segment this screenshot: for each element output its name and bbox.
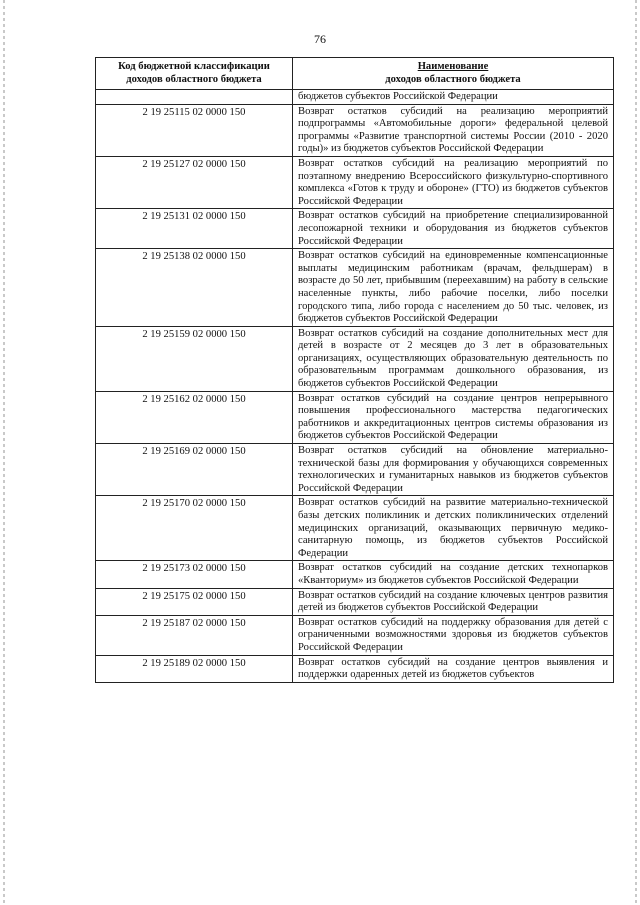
- table-row: [96, 655, 614, 682]
- row-code: [96, 90, 293, 105]
- table-row: [96, 156, 614, 208]
- page-number: 76: [314, 32, 326, 46]
- table-row: [96, 496, 614, 561]
- row-code: 2 19 25175 02 0000 150: [96, 588, 293, 615]
- row-code: 2 19 25131 02 0000 150: [96, 209, 293, 249]
- row-name: Возврат остатков субсидий на обновление материально-технической базы для формирования у обучающихся современных технологических и гуманитарных навыков из бюджетов субъектов Российской Федерации: [293, 444, 614, 496]
- budget-classification-table: [95, 57, 614, 683]
- row-name: Возврат остатков субсидий на приобретение специализированной лесопожарной техники и оборудования из бюджетов субъектов Российской Федерации: [293, 209, 614, 249]
- header-code: [96, 58, 293, 90]
- table-row: [96, 326, 614, 391]
- table-row: [96, 588, 614, 615]
- header-name: [293, 58, 614, 90]
- row-code: 2 19 25138 02 0000 150: [96, 249, 293, 327]
- scan-edge-right: [635, 0, 637, 905]
- row-name: бюджетов субъектов Российской Федерации: [293, 90, 614, 105]
- table-row: [96, 391, 614, 443]
- header-name-line-2: доходов областного бюджета: [385, 73, 521, 85]
- row-code: 2 19 25187 02 0000 150: [96, 615, 293, 655]
- row-name: Возврат остатков субсидий на единовременные компенсационные выплаты медицинским работникам (врачам, фельдшерам) в возрасте до 50 лет, прибывшим (переехавшим) на работу в сельские населенные пункты, либо рабочие поселки, либо поселки городского типа, либо города с населением до 50 тыс. человек, из бюджетов субъектов Российской Федерации: [293, 249, 614, 327]
- row-code: 2 19 25169 02 0000 150: [96, 444, 293, 496]
- row-code: 2 19 25189 02 0000 150: [96, 655, 293, 682]
- header-code-line-1: Код бюджетной классификации: [118, 61, 270, 72]
- row-name: Возврат остатков субсидий на создание центров выявления и поддержки одаренных детей из бюджетов субъектов: [293, 655, 614, 682]
- table-row: [96, 444, 614, 496]
- row-name: Возврат остатков субсидий на реализацию мероприятий по поэтапному внедрению Всероссийского физкультурно-спортивного комплекса «Готов к труду и обороне» (ГТО) из бюджетов субъектов Российской Федерации: [293, 156, 614, 208]
- row-code: 2 19 25127 02 0000 150: [96, 156, 293, 208]
- table-row: [96, 561, 614, 588]
- table-row: [96, 104, 614, 156]
- table-row: [96, 249, 614, 327]
- row-code: 2 19 25115 02 0000 150: [96, 104, 293, 156]
- row-name: Возврат остатков субсидий на развитие материально-технической базы детских поликлиник и детских поликлинических отделений медицинских организаций, оказывающих первичную медико-санитарную помощь, из бюджетов субъектов Российской Федерации: [293, 496, 614, 561]
- table-row: [96, 209, 614, 249]
- header-code-line-2: доходов областного бюджета: [126, 73, 262, 85]
- row-code: 2 19 25162 02 0000 150: [96, 391, 293, 443]
- scan-edge-left: [3, 0, 5, 905]
- row-code: 2 19 25159 02 0000 150: [96, 326, 293, 391]
- row-code: 2 19 25173 02 0000 150: [96, 561, 293, 588]
- row-name: Возврат остатков субсидий на реализацию мероприятий подпрограммы «Автомобильные дороги» федеральной целевой программы «Развитие транспортной системы России (2010 - 2020 годы)» из бюджетов субъектов Российской Федерации: [293, 104, 614, 156]
- row-name: Возврат остатков субсидий на создание дополнительных мест для детей в возрасте от 2 месяцев до 3 лет в образовательных организациях, осуществляющих образовательную деятельность по образовательным программам дошкольного образования, из бюджетов субъектов Российской Федерации: [293, 326, 614, 391]
- row-name: Возврат остатков субсидий на поддержку образования для детей с ограниченными возможностями здоровья из бюджетов субъектов Российской Федерации: [293, 615, 614, 655]
- table-row: [96, 90, 614, 105]
- row-name: Возврат остатков субсидий на создание ключевых центров развития детей из бюджетов субъектов Российской Федерации: [293, 588, 614, 615]
- row-name: Возврат остатков субсидий на создание центров непрерывного повышения профессионального мастерства педагогических работников и аккредитационных центров системы образования из бюджетов субъектов Российской Федерации: [293, 391, 614, 443]
- table-row: [96, 615, 614, 655]
- row-name: Возврат остатков субсидий на создание детских технопарков «Кванториум» из бюджетов субъектов Российской Федерации: [293, 561, 614, 588]
- row-code: 2 19 25170 02 0000 150: [96, 496, 293, 561]
- header-name-line-1: Наименование: [417, 61, 489, 72]
- table-header-row: [96, 58, 614, 90]
